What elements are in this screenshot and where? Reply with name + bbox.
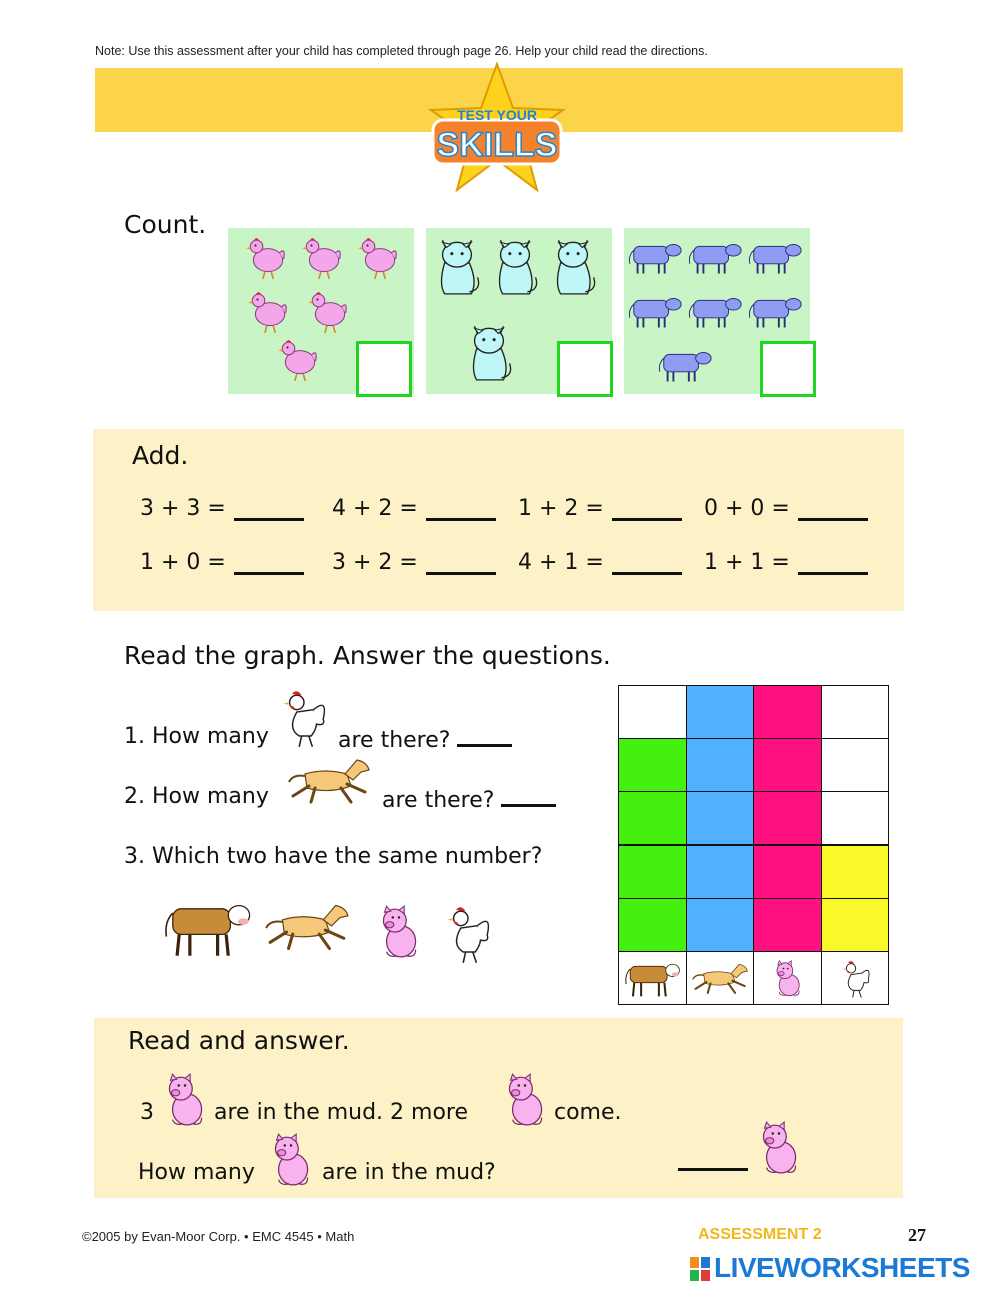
hen-icon <box>278 336 320 382</box>
copyright: ©2005 by Evan-Moor Corp. • EMC 4545 • Math <box>82 1229 355 1244</box>
hen-icon <box>308 288 350 334</box>
question-text: are there? <box>338 728 451 753</box>
test-your-skills-logo <box>425 62 570 197</box>
graph-cell-horse <box>686 845 755 899</box>
story-question: How many <box>138 1160 255 1185</box>
equation-text: 4 + 2 = <box>332 496 418 521</box>
equation-text: 1 + 2 = <box>518 496 604 521</box>
note-text: Note: Use this assessment after your child has completed through page 26. Help your child read the directions. <box>95 44 708 58</box>
liveworksheets-logo-icon <box>690 1257 710 1281</box>
question-text: are there? <box>382 788 495 813</box>
equation-text: 1 + 0 = <box>140 550 226 575</box>
answer-blank[interactable] <box>798 496 868 521</box>
answer-blank[interactable] <box>612 496 682 521</box>
add-problem-7 <box>518 550 682 575</box>
story-text-2: come. <box>554 1100 622 1125</box>
cow-icon <box>746 238 804 278</box>
hen-icon <box>302 234 344 280</box>
equation-text: 3 + 3 = <box>140 496 226 521</box>
graph-cell-pig <box>753 738 822 792</box>
story-text-1: are in the mud. 2 more <box>214 1100 469 1125</box>
graph-cell-rooster <box>821 738 890 792</box>
question-2-end <box>382 784 556 813</box>
page-number: 27 <box>908 1225 926 1245</box>
add-problem-4 <box>704 496 868 521</box>
graph-cell-horse <box>686 791 755 845</box>
graph-cell-rooster <box>821 845 890 899</box>
add-problem-3 <box>518 496 682 521</box>
graph-cell-horse <box>686 898 755 952</box>
graph-cell-cow <box>618 845 687 899</box>
graph-cell-cow <box>618 791 687 845</box>
cow-icon <box>746 292 804 332</box>
graph-cell-rooster <box>821 685 890 739</box>
graph-heading: Read the graph. Answer the questions. <box>124 641 611 670</box>
hens-answer-box[interactable] <box>356 341 412 397</box>
graph-cell-rooster <box>821 791 890 845</box>
pig-icon[interactable] <box>376 904 422 960</box>
pig-icon <box>502 1072 548 1128</box>
graph-cell-cow <box>618 685 687 739</box>
story-question-end: are in the mud? <box>322 1160 496 1185</box>
horse-icon <box>284 756 376 806</box>
equation-text: 4 + 1 = <box>518 550 604 575</box>
add-problem-5 <box>140 550 304 575</box>
graph-cell-horse <box>686 738 755 792</box>
cow-icon <box>686 292 744 332</box>
graph-cell-cow <box>618 898 687 952</box>
graph-cell-rooster <box>821 898 890 952</box>
horse-icon <box>690 956 752 1001</box>
pig-icon <box>757 956 819 1001</box>
graph-label-rooster <box>821 951 890 1005</box>
cow-icon <box>626 292 684 332</box>
question-3: 3. Which two have the same number? <box>124 844 543 869</box>
cow-icon <box>656 346 714 386</box>
read-heading: Read and answer. <box>128 1026 350 1055</box>
add-problem-1 <box>140 496 304 521</box>
graph-label-cow <box>618 951 687 1005</box>
liveworksheets-brand: LIVEWORKSHEETS <box>714 1252 970 1283</box>
hen-icon <box>358 234 400 280</box>
pig-icon <box>756 1120 802 1176</box>
add-problem-6 <box>332 550 496 575</box>
graph-cell-pig <box>753 791 822 845</box>
cow-icon <box>626 238 684 278</box>
answer-blank[interactable] <box>426 496 496 521</box>
cats-answer-box[interactable] <box>557 341 613 397</box>
horse-icon[interactable] <box>262 900 354 954</box>
graph-label-pig <box>753 951 822 1005</box>
answer-blank[interactable] <box>426 550 496 575</box>
pig-icon <box>162 1072 208 1128</box>
hen-icon <box>246 234 288 280</box>
equation-text: 0 + 0 = <box>704 496 790 521</box>
answer-blank[interactable] <box>234 496 304 521</box>
cat-icon <box>490 232 542 298</box>
graph-cell-cow <box>618 738 687 792</box>
add-heading: Add. <box>132 441 189 470</box>
cow-icon[interactable] <box>160 896 256 960</box>
logo-line2: SKILLS <box>436 126 558 164</box>
answer-blank[interactable] <box>612 550 682 575</box>
cows-answer-box[interactable] <box>760 341 816 397</box>
answer-blank[interactable] <box>234 550 304 575</box>
cow-icon <box>622 956 684 1001</box>
answer-blank[interactable] <box>798 550 868 575</box>
question-2 <box>124 784 269 809</box>
question-text: 1. How many <box>124 724 269 749</box>
graph-cell-pig <box>753 898 822 952</box>
rooster-icon <box>825 956 887 1001</box>
answer-blank[interactable] <box>501 784 556 807</box>
graph-cell-pig <box>753 845 822 899</box>
add-problem-2 <box>332 496 496 521</box>
question-text: 2. How many <box>124 784 269 809</box>
rooster-icon <box>280 688 328 748</box>
story-number: 3 <box>140 1100 154 1125</box>
equation-text: 3 + 2 = <box>332 550 418 575</box>
assessment-label: ASSESSMENT 2 <box>698 1226 822 1243</box>
graph-cell-horse <box>686 685 755 739</box>
question-1 <box>124 724 269 749</box>
graph-cell-pig <box>753 685 822 739</box>
cat-icon <box>548 232 600 298</box>
pig-icon <box>268 1132 314 1188</box>
equation-text: 1 + 1 = <box>704 550 790 575</box>
rooster-icon[interactable] <box>444 904 492 964</box>
count-heading: Count. <box>124 210 207 239</box>
add-problem-8 <box>704 550 868 575</box>
story-answer-blank[interactable] <box>678 1168 748 1171</box>
cow-icon <box>686 238 744 278</box>
question-1-end <box>338 724 512 753</box>
graph-label-horse <box>686 951 755 1005</box>
logo-line1: TEST YOUR <box>457 107 537 123</box>
cat-icon <box>464 318 516 384</box>
hen-icon <box>248 288 290 334</box>
answer-blank[interactable] <box>457 724 512 747</box>
cat-icon <box>432 232 484 298</box>
picture-graph <box>618 685 888 1004</box>
